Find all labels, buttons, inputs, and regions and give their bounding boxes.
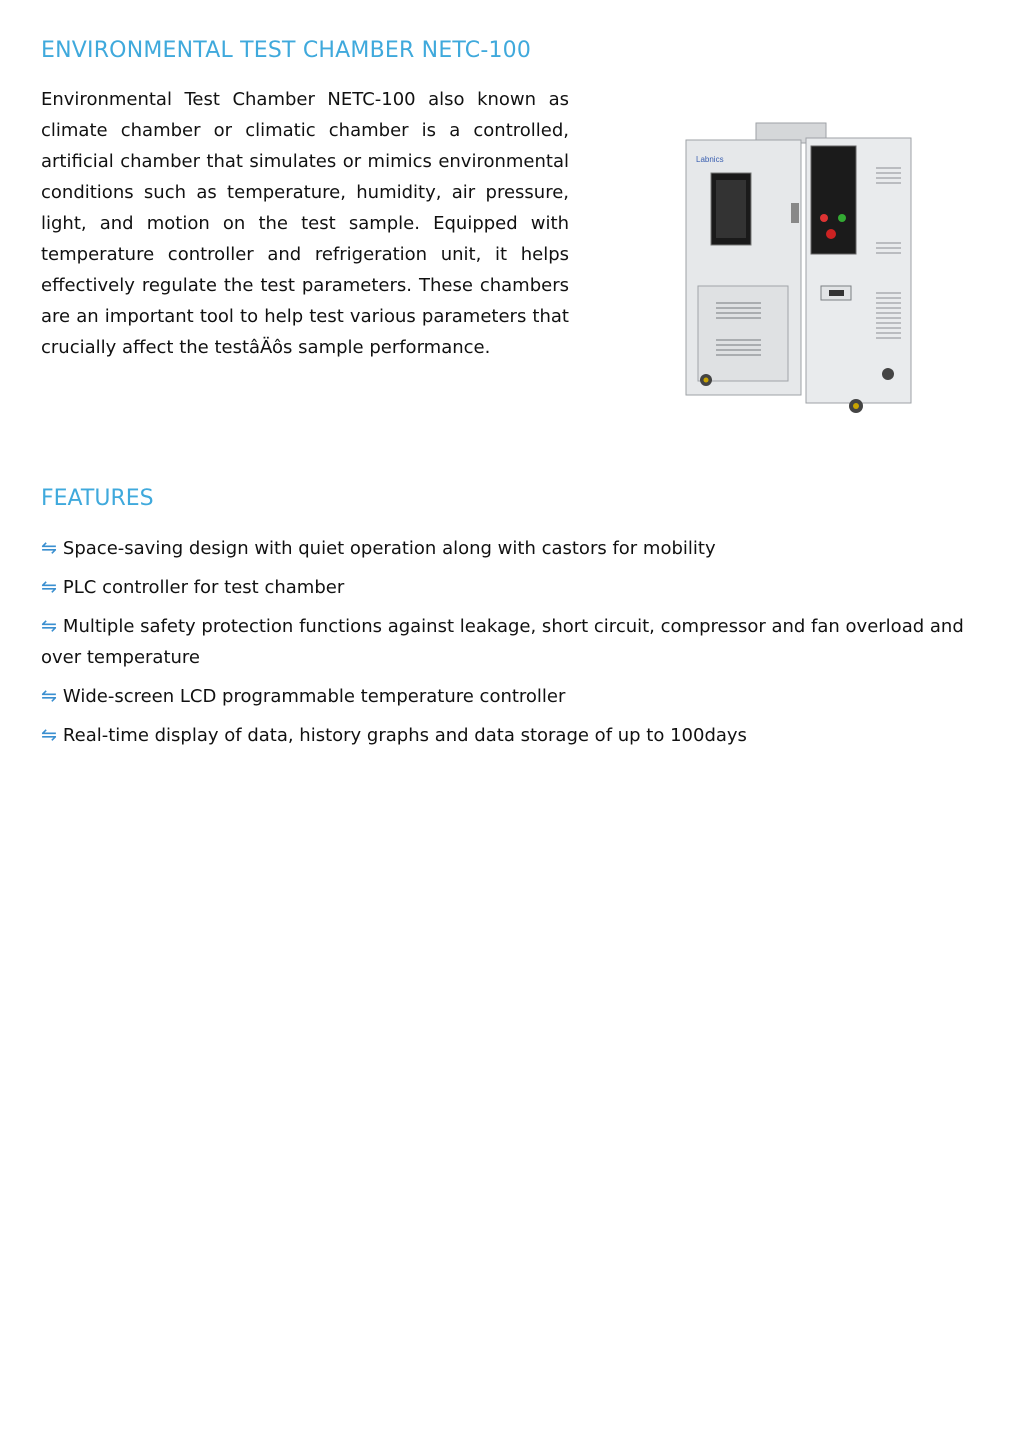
- feature-text: Real-time display of data, history graphs and data storage of up to 100days: [62, 725, 747, 746]
- feature-text: PLC controller for test chamber: [62, 577, 345, 598]
- list-item: [41, 681, 986, 712]
- intro-paragraph: Environmental Test Chamber NETC-100 also known as climate chamber or climatic chamber is a controlled, artificial chamber that simulates or mimics environmental conditions such as temperature, humidity, air pressure, light, and motion on the test sample. Equipped with temperature controller and refrigeration unit, it helps effectively regulate the test parameters. These chambers are an important tool to help test various parameters that crucially affect the testâÄôs sample performance.: [41, 89, 569, 358]
- bullet-icon: ⇋: [41, 576, 57, 598]
- features-heading: FEATURES: [41, 486, 154, 511]
- list-item: [41, 611, 986, 673]
- brand-logo: Labnics: [696, 155, 724, 164]
- bullet-icon: ⇋: [41, 724, 57, 746]
- feature-text: Space-saving design with quiet operation along with castors for mobility: [62, 538, 716, 559]
- page-title: ENVIRONMENTAL TEST CHAMBER NETC-100: [41, 38, 532, 63]
- list-item: [41, 572, 986, 603]
- bullet-icon: ⇋: [41, 615, 57, 637]
- list-item: [41, 720, 986, 751]
- bullet-icon: ⇋: [41, 685, 57, 707]
- feature-text: Multiple safety protection functions against leakage, short circuit, compressor and fan overload and over temperature: [41, 616, 964, 668]
- product-image: [676, 118, 926, 418]
- features-list: [41, 533, 986, 759]
- list-item: [41, 533, 986, 564]
- bullet-icon: ⇋: [41, 537, 57, 559]
- feature-text: Wide-screen LCD programmable temperature controller: [62, 686, 566, 707]
